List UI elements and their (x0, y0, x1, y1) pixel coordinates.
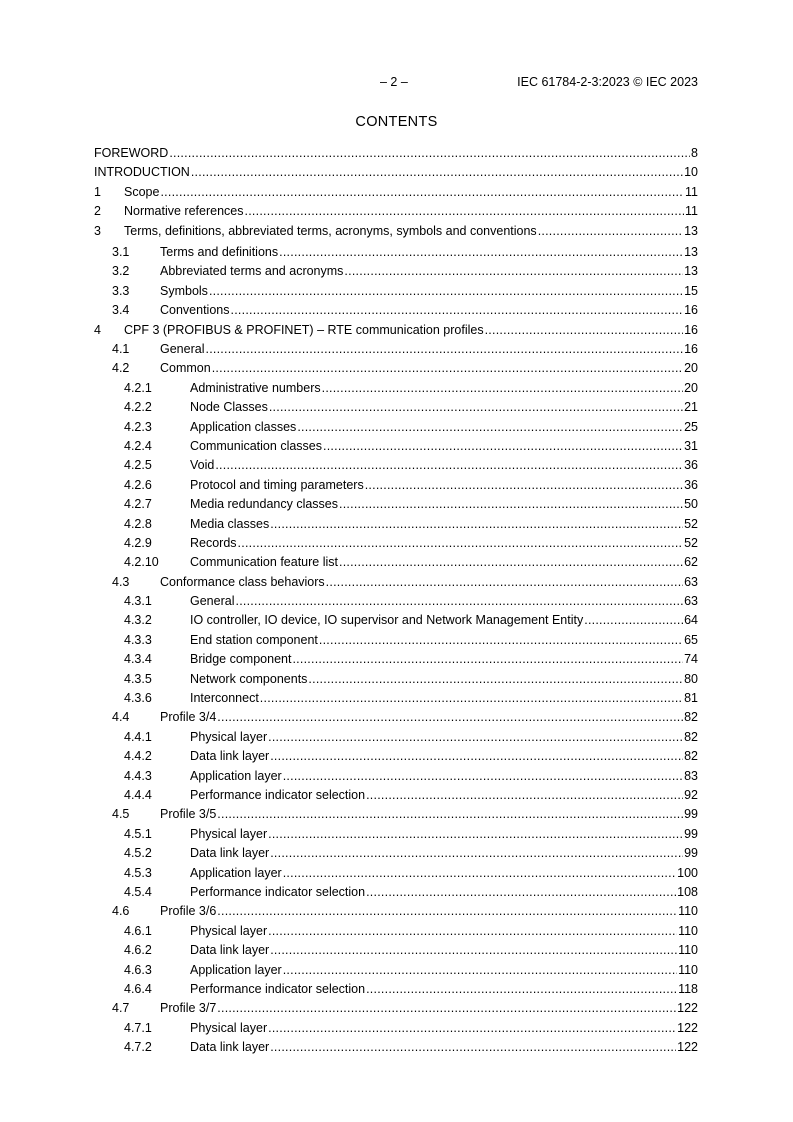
toc-entry-number: 3.2 (112, 264, 130, 279)
toc-entry-title: Performance indicator selection (190, 788, 366, 802)
toc-entry-number: 4.7 (112, 1001, 130, 1016)
toc-entry-number: 4.7.1 (124, 1020, 152, 1035)
toc-entry-title: INTRODUCTION (94, 165, 190, 180)
toc-entry-title: Physical layer (190, 1020, 268, 1035)
toc-entry-number: 4.3.2 (124, 613, 152, 628)
toc-entry-page: 63 (684, 574, 698, 589)
page-header (0, 75, 793, 93)
toc-entry-page: 110 (678, 923, 698, 938)
toc-entry-title: Scope (124, 184, 160, 199)
toc-entry[interactable] (94, 536, 698, 555)
toc-entry-page: 110 (678, 943, 698, 958)
toc-entry[interactable] (94, 497, 698, 516)
toc-entry-number: 3.3 (112, 283, 130, 298)
toc-entry-number: 4.1 (112, 342, 130, 357)
dot-leader (279, 245, 683, 260)
toc-entry[interactable] (94, 381, 698, 400)
toc-entry[interactable] (94, 264, 698, 283)
toc-entry-number: 4.3 (112, 574, 130, 589)
toc-entry-page: 25 (684, 419, 698, 434)
toc-entry-number: 4 (94, 322, 101, 337)
dot-leader (268, 1021, 676, 1036)
toc-entry-number: 4.4.3 (124, 768, 152, 783)
toc-entry-title: General (160, 342, 205, 357)
dot-leader (283, 769, 683, 784)
toc-entry-title: Common (160, 361, 211, 376)
dot-leader (191, 165, 683, 180)
dot-leader (322, 381, 683, 396)
toc-entry-page: 36 (684, 477, 698, 492)
dot-leader (217, 904, 677, 919)
toc-entry[interactable] (94, 458, 698, 477)
toc-entry-title: Physical layer (190, 923, 268, 938)
toc-entry-number: 4.3.5 (124, 671, 152, 686)
toc-entry-number: 4.2.8 (124, 516, 152, 531)
dot-leader (366, 885, 676, 900)
dot-leader (323, 439, 683, 454)
toc-entry-title: Application layer (190, 962, 282, 977)
toc-entry-number: 4.2.4 (124, 438, 152, 453)
toc-entry-page: 92 (684, 788, 698, 802)
document-reference: IEC 61784-2-3:2023 © IEC 2023 (517, 75, 698, 89)
toc-entry-page: 52 (684, 535, 698, 550)
toc-entry-number: 4.5.2 (124, 846, 152, 861)
toc-entry-title: Profile 3/4 (160, 710, 217, 725)
toc-entry[interactable] (94, 204, 698, 223)
page-number: – 2 – (380, 75, 408, 89)
table-of-contents (94, 146, 698, 1059)
dot-leader (297, 420, 683, 435)
toc-entry[interactable] (94, 517, 698, 536)
toc-entry-title: Application classes (190, 419, 297, 434)
toc-entry-title: Physical layer (190, 826, 268, 841)
toc-entry-number: 4.2.10 (124, 555, 159, 570)
dot-leader (212, 361, 683, 376)
toc-entry[interactable] (94, 633, 698, 652)
toc-entry-page: 82 (684, 729, 698, 744)
toc-entry[interactable] (94, 575, 698, 594)
toc-entry-page: 11 (685, 204, 698, 219)
toc-entry-title: Application layer (190, 768, 282, 783)
dot-leader (339, 497, 683, 512)
toc-entry-page: 82 (684, 749, 698, 764)
toc-entry[interactable] (94, 1021, 698, 1040)
toc-entry-page: 99 (684, 826, 698, 841)
toc-entry-title: Media classes (190, 516, 270, 531)
toc-entry-title: Profile 3/6 (160, 904, 217, 919)
toc-entry-page: 118 (678, 981, 698, 996)
toc-entry-title: Records (190, 535, 237, 550)
toc-entry-page: 110 (678, 904, 698, 919)
toc-entry-number: 1 (94, 184, 101, 199)
dot-leader (215, 458, 683, 473)
dot-leader (231, 303, 684, 318)
toc-entry-title: Normative references (124, 204, 244, 219)
toc-entry-page: 16 (684, 322, 698, 337)
dot-leader (209, 284, 683, 299)
dot-leader (270, 943, 677, 958)
toc-entry-page: 62 (684, 555, 698, 570)
toc-entry-title: Performance indicator selection (190, 981, 366, 996)
toc-entry-page: 52 (684, 516, 698, 531)
dot-leader (319, 633, 683, 648)
toc-entry-number: 4.5.4 (124, 884, 152, 899)
toc-entry-title: Bridge component (190, 652, 292, 667)
dot-leader (292, 652, 683, 667)
toc-entry-page: 16 (684, 303, 698, 318)
dot-leader (270, 749, 683, 764)
toc-entry-page: 13 (684, 245, 698, 260)
toc-entry-number: 4.6.4 (124, 981, 152, 996)
toc-entry-number: 4.6 (112, 904, 130, 919)
toc-entry-page: 11 (685, 184, 698, 199)
toc-entry-number: 4.3.3 (124, 632, 152, 647)
toc-entry-page: 100 (677, 865, 698, 880)
toc-entry-page: 36 (684, 458, 698, 473)
toc-entry-title: General (190, 594, 235, 609)
toc-entry[interactable] (94, 710, 698, 729)
toc-entry-number: 4.5.3 (124, 865, 152, 880)
dot-leader (205, 342, 683, 357)
toc-entry[interactable] (94, 827, 698, 846)
toc-entry-title: Data link layer (190, 846, 270, 861)
toc-entry[interactable] (94, 866, 698, 885)
toc-entry-number: 4.6.1 (124, 923, 152, 938)
toc-entry-title: Symbols (160, 283, 208, 298)
toc-entry-title: Data link layer (190, 943, 270, 958)
toc-entry-page: 13 (684, 223, 698, 238)
toc-entry-page: 122 (677, 1001, 698, 1016)
toc-entry-page: 10 (684, 165, 698, 180)
toc-entry[interactable] (94, 788, 698, 807)
toc-entry-page: 83 (684, 768, 698, 783)
toc-entry-title: Abbreviated terms and acronyms (160, 264, 344, 279)
toc-entry-page: 21 (684, 400, 698, 415)
dot-leader (269, 400, 683, 415)
toc-entry[interactable] (94, 749, 698, 768)
dot-leader (260, 691, 683, 706)
dot-leader (365, 478, 683, 493)
toc-entry-number: 4.2.6 (124, 477, 152, 492)
toc-entry-title: Interconnect (190, 691, 259, 706)
toc-entry-page: 20 (684, 380, 698, 395)
dot-leader (485, 323, 684, 338)
toc-entry-title: End station component (190, 632, 318, 647)
toc-entry-number: 4.2.5 (124, 458, 152, 473)
dot-leader (270, 517, 683, 532)
dot-leader (366, 788, 683, 803)
toc-entry-page: 110 (678, 962, 698, 977)
toc-entry[interactable] (94, 691, 698, 710)
dot-leader (217, 807, 683, 822)
toc-entry[interactable] (94, 478, 698, 497)
toc-entry-number: 4.6.3 (124, 962, 152, 977)
dot-leader (238, 536, 684, 551)
toc-entry[interactable] (94, 420, 698, 439)
toc-entry-number: 4.3.4 (124, 652, 152, 667)
toc-entry-title: Physical layer (190, 729, 268, 744)
toc-entry-page: 81 (684, 691, 698, 706)
dot-leader (268, 827, 683, 842)
toc-entry-title: Terms and definitions (160, 245, 279, 260)
toc-entry[interactable] (94, 146, 698, 165)
toc-entry-page: 108 (677, 884, 698, 899)
toc-entry-page: 122 (677, 1020, 698, 1035)
toc-entry-title: Conventions (160, 303, 230, 318)
toc-entry[interactable] (94, 594, 698, 613)
toc-entry-page: 15 (684, 283, 698, 298)
toc-entry[interactable] (94, 885, 698, 904)
toc-entry[interactable] (94, 613, 698, 632)
toc-entry-page: 13 (684, 264, 698, 279)
toc-entry-title: FOREWORD (94, 146, 169, 160)
toc-entry[interactable] (94, 245, 698, 264)
toc-entry[interactable] (94, 904, 698, 923)
toc-entry[interactable] (94, 303, 698, 322)
toc-entry[interactable] (94, 982, 698, 1001)
toc-entry[interactable] (94, 730, 698, 749)
dot-leader (217, 1001, 676, 1016)
toc-entry-title: Administrative numbers (190, 380, 321, 395)
toc-entry-title: Communication classes (190, 438, 322, 453)
toc-entry-number: 2 (94, 204, 101, 219)
toc-entry-page: 99 (684, 807, 698, 822)
toc-entry[interactable] (94, 672, 698, 691)
toc-entry-number: 3 (94, 223, 101, 238)
toc-entry-number: 4.6.2 (124, 943, 152, 958)
toc-entry-page: 80 (684, 671, 698, 686)
toc-entry-page: 64 (684, 613, 698, 628)
dot-leader (326, 575, 683, 590)
dot-leader (268, 924, 677, 939)
toc-entry-number: 4.4.1 (124, 729, 152, 744)
toc-entry-number: 4.2.7 (124, 497, 152, 512)
toc-entry-page: 74 (684, 652, 698, 667)
toc-entry-number: 4.7.2 (124, 1040, 152, 1055)
toc-entry[interactable] (94, 224, 698, 246)
toc-entry-number: 3.1 (112, 245, 130, 260)
dot-leader (344, 264, 683, 279)
toc-entry-page: 63 (684, 594, 698, 609)
toc-entry[interactable] (94, 807, 698, 826)
toc-entry-page: 99 (684, 846, 698, 861)
dot-leader (235, 594, 683, 609)
toc-entry[interactable] (94, 284, 698, 303)
toc-entry-number: 4.3.6 (124, 691, 152, 706)
dot-leader (268, 730, 683, 745)
dot-leader (366, 982, 677, 997)
toc-entry-number: 4.4.2 (124, 749, 152, 764)
toc-entry-page: 122 (677, 1040, 698, 1055)
toc-entry[interactable] (94, 1040, 698, 1059)
toc-entry-number: 4.2.2 (124, 400, 152, 415)
toc-entry-title: Conformance class behaviors (160, 574, 325, 589)
dot-leader (339, 555, 683, 570)
toc-entry-number: 4.3.1 (124, 594, 152, 609)
toc-entry-title: Communication feature list (190, 555, 338, 570)
toc-entry-title: Application layer (190, 865, 282, 880)
toc-entry-title: IO controller, IO device, IO supervisor and Network Management Entity (190, 613, 584, 628)
toc-entry[interactable] (94, 342, 698, 361)
dot-leader (217, 710, 683, 725)
toc-entry-number: 4.2.9 (124, 535, 152, 550)
toc-entry[interactable] (94, 1001, 698, 1020)
dot-leader (169, 146, 690, 161)
toc-entry[interactable] (94, 165, 698, 184)
dot-leader (283, 866, 676, 881)
dot-leader (308, 672, 683, 687)
dot-leader (270, 846, 683, 861)
toc-entry-number: 4.5.1 (124, 826, 152, 841)
toc-entry-number: 4.5 (112, 807, 130, 822)
page-title: CONTENTS (355, 114, 438, 130)
dot-leader (245, 204, 685, 219)
toc-entry[interactable] (94, 846, 698, 865)
toc-entry-title: Media redundancy classes (190, 497, 338, 512)
toc-entry-title: Void (190, 458, 215, 473)
toc-entry-number: 4.4 (112, 710, 130, 725)
toc-entry-title: Profile 3/7 (160, 1001, 217, 1016)
toc-entry-title: Terms, definitions, abbreviated terms, acronyms, symbols and conventions (124, 223, 537, 238)
toc-entry-title: Data link layer (190, 749, 270, 764)
toc-entry-number: 4.2.1 (124, 380, 152, 395)
toc-entry[interactable] (94, 943, 698, 962)
toc-entry-title: Protocol and timing parameters (190, 477, 364, 492)
toc-entry[interactable] (94, 361, 698, 380)
dot-leader (283, 963, 677, 978)
dot-leader (270, 1040, 676, 1055)
dot-leader (538, 224, 683, 239)
toc-entry-page: 8 (691, 146, 698, 160)
toc-entry-title: Profile 3/5 (160, 807, 217, 822)
toc-entry-number: 4.4.4 (124, 788, 152, 802)
toc-entry[interactable] (94, 323, 698, 342)
toc-entry-page: 16 (684, 342, 698, 357)
toc-entry-number: 4.2.3 (124, 419, 152, 434)
toc-entry[interactable] (94, 924, 698, 943)
toc-entry-title: Data link layer (190, 1040, 270, 1055)
toc-entry[interactable] (94, 652, 698, 671)
toc-entry[interactable] (94, 963, 698, 982)
toc-entry-page: 20 (684, 361, 698, 376)
toc-entry[interactable] (94, 185, 698, 204)
toc-entry[interactable] (94, 400, 698, 419)
toc-entry-page: 82 (684, 710, 698, 725)
toc-entry[interactable] (94, 439, 698, 458)
toc-entry-title: Network components (190, 671, 308, 686)
dot-leader (584, 613, 683, 628)
toc-entry-page: 65 (684, 632, 698, 647)
toc-entry-page: 50 (684, 497, 698, 512)
toc-entry-title: Node Classes (190, 400, 268, 415)
toc-entry[interactable] (94, 555, 698, 574)
toc-entry-number: 3.4 (112, 303, 130, 318)
toc-entry[interactable] (94, 769, 698, 788)
toc-entry-page: 31 (684, 438, 698, 453)
toc-entry-title: Performance indicator selection (190, 884, 366, 899)
toc-entry-number: 4.2 (112, 361, 130, 376)
dot-leader (160, 185, 684, 200)
toc-entry-title: CPF 3 (PROFIBUS & PROFINET) – RTE communication profiles (124, 322, 484, 337)
